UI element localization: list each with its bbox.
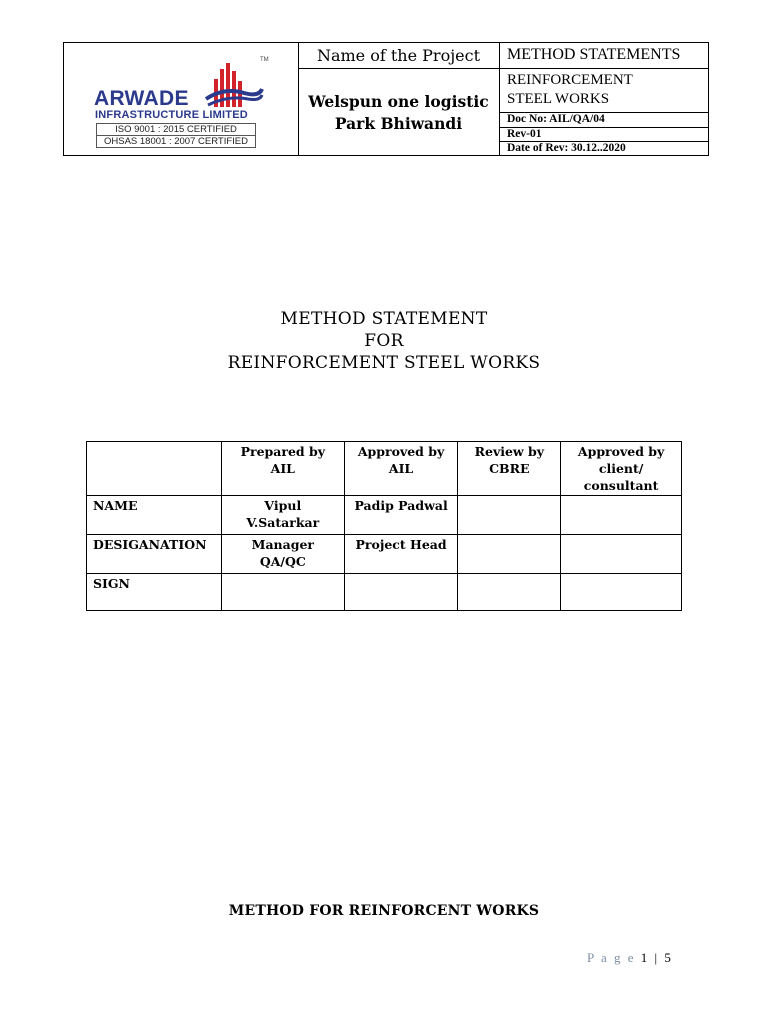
project-name — [298, 91, 499, 135]
section-heading: METHOD FOR REINFORCENT WORKS — [228, 903, 540, 919]
row-label-sign: SIGN — [87, 574, 222, 611]
project-name-line1: Welspun one logistic — [308, 92, 489, 111]
iso-certification: ISO 9001 : 2015 CERTIFIED — [96, 123, 256, 136]
header-review-by: Review by CBRE — [458, 442, 561, 496]
company-logo-mark — [204, 59, 264, 109]
page-word: P a g e — [587, 950, 636, 965]
project-name-line2: Park Bhiwandi — [334, 114, 463, 133]
doc-type: METHOD STATEMENTS — [500, 43, 708, 69]
doc-subject-line1: REINFORCEMENT — [507, 72, 633, 88]
signature-cell — [221, 574, 344, 611]
row-label-name: NAME — [87, 496, 222, 535]
table-cell — [561, 496, 682, 535]
table-row — [87, 574, 682, 611]
table-cell: Project Head — [344, 535, 458, 574]
table-cell: Manager QA/QC — [221, 535, 344, 574]
ohsas-certification: OHSAS 18001 : 2007 CERTIFIED — [96, 135, 256, 148]
table-cell — [458, 535, 561, 574]
row-label-designation: DESIGANATION — [87, 535, 222, 574]
page-footer — [587, 950, 673, 966]
doc-number: Doc No: AIL/QA/04 — [500, 113, 708, 128]
trademark-mark: TM — [260, 57, 269, 63]
header-cell-empty — [87, 442, 222, 496]
document-title — [0, 308, 768, 374]
table-cell: Vipul V.Satarkar — [221, 496, 344, 535]
company-name: ARWADE — [94, 87, 189, 110]
project-cell — [298, 43, 500, 155]
page-total: 5 — [664, 950, 673, 965]
table-row — [87, 496, 682, 535]
table-cell: Padip Padwal — [344, 496, 458, 535]
table-row — [87, 535, 682, 574]
company-subtitle: INFRASTRUCTURE LIMITED — [95, 109, 248, 121]
title-line2: FOR — [364, 331, 404, 351]
table-header-row — [87, 442, 682, 496]
signature-cell — [458, 574, 561, 611]
document-meta — [500, 43, 708, 155]
header-approved-by-ail: Approved by AIL — [344, 442, 458, 496]
page-separator: | — [654, 950, 660, 965]
table-cell — [458, 496, 561, 535]
project-label: Name of the Project — [298, 43, 499, 69]
logo-cell — [64, 43, 299, 155]
header-prepared-by: Prepared by AIL — [221, 442, 344, 496]
document-header — [63, 42, 709, 156]
signature-cell — [344, 574, 458, 611]
title-line1: METHOD STATEMENT — [280, 309, 488, 329]
doc-subject-line2: STEEL WORKS — [507, 91, 610, 107]
doc-subject — [500, 69, 708, 113]
signature-cell — [561, 574, 682, 611]
approval-table — [86, 441, 682, 611]
page-number: 1 — [640, 950, 650, 965]
header-approved-by-client: Approved by client/ consultant — [561, 442, 682, 496]
table-cell — [561, 535, 682, 574]
title-line3: REINFORCEMENT STEEL WORKS — [227, 353, 541, 373]
revision-date: Date of Rev: 30.12..2020 — [507, 142, 626, 154]
revision: Rev-01 — [500, 128, 708, 142]
